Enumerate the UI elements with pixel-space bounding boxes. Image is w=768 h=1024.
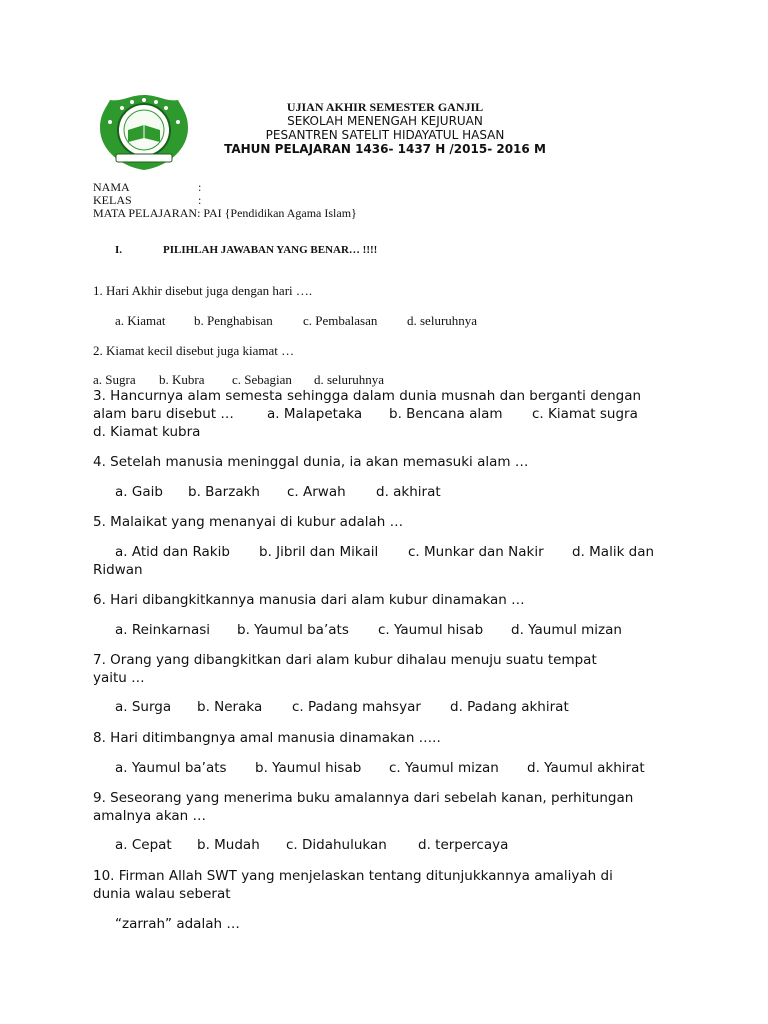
option-a: a. Surga (115, 699, 172, 715)
option-b: b. Penghabisan (194, 313, 273, 328)
school-name: SEKOLAH MENENGAH KEJURUAN (287, 114, 483, 128)
option-d: d. akhirat (376, 484, 441, 500)
school-subname: PESANTREN SATELIT HIDAYATUL HASAN (265, 128, 505, 142)
academic-year: TAHUN PELAJARAN 1436- 1437 H /2015- 2016 M (224, 142, 546, 156)
kelas-colon: : (198, 193, 202, 207)
option-d: d. terpercaya (418, 837, 509, 853)
option-b: b. Yaumul hisab (255, 760, 362, 776)
option-b: b. Mudah (197, 837, 260, 853)
question-5: 5. Malaikat yang menanyai di kubur adalah … (93, 514, 404, 530)
option-c: c. Munkar dan Nakir (408, 544, 544, 560)
option-c: c. Pembalasan (303, 313, 378, 328)
option-b: b. Kubra (159, 372, 205, 387)
option-d: d. Padang akhirat (450, 699, 569, 715)
mapel-label: MATA PELAJARAN (93, 206, 198, 220)
option-d: d. Malik dan (572, 544, 655, 560)
option-d: d. seluruhnya (407, 313, 478, 328)
option-d: d. seluruhnya (314, 372, 385, 387)
option-c: c. Arwah (287, 484, 346, 500)
question-8: 8. Hari ditimbangnya amal manusia dinamakan ….. (93, 730, 441, 746)
option-b: b. Barzakh (188, 484, 260, 500)
kelas-label: KELAS (93, 193, 132, 207)
option-c: c. Didahulukan (286, 837, 387, 853)
option-d: d. Yaumul mizan (511, 622, 622, 638)
option-c: c. Sebagian (232, 372, 292, 387)
section-heading (115, 244, 378, 256)
question-10: 10. Firman Allah SWT yang menjelaskan tentang ditunjukkannya amaliyah di (93, 868, 613, 884)
question-1: 1. Hari Akhir disebut juga dengan hari …. (93, 283, 313, 298)
question-7: 7. Orang yang dibangkitkan dari alam kubur dihalau menuju suatu tempat (93, 652, 597, 668)
school-logo (96, 92, 192, 172)
mapel-row: MATA PELAJARAN: PAI {Pendidikan Agama Islam} (93, 206, 357, 220)
option-a: a. Yaumul ba’ats (115, 760, 227, 776)
option-b: b. Neraka (197, 699, 263, 715)
option-a: a. Gaib (115, 484, 163, 500)
option-c: c. Yaumul hisab (378, 622, 484, 638)
section-numeral: I. (115, 244, 123, 256)
question-10-cont-2: “zarrah” adalah … (115, 916, 240, 932)
question-10-cont: dunia walau seberat (93, 886, 231, 902)
question-3: 3. Hancurnya alam semesta sehingga dalam dunia musnah dan berganti dengan (93, 388, 642, 404)
question-6: 6. Hari dibangkitkannya manusia dari alam kubur dinamakan … (93, 592, 525, 608)
option-d: d. Yaumul akhirat (527, 760, 645, 776)
option-c: c. Kiamat sugra (532, 406, 638, 422)
option-c: c. Yaumul mizan (389, 760, 499, 776)
logo-ribbon (116, 154, 172, 162)
option-a: a. Sugra (93, 372, 136, 387)
question-3-cont: alam baru disebut … (93, 406, 234, 422)
question-7-cont: yaitu … (93, 670, 145, 686)
question-4: 4. Setelah manusia meninggal dunia, ia akan memasuki alam … (93, 454, 529, 470)
option-b: b. Bencana alam (389, 406, 503, 422)
option-b: b. Jibril dan Mikail (259, 544, 379, 560)
exam-header (205, 100, 565, 156)
option-a: a. Cepat (115, 837, 172, 853)
nama-colon: : (198, 180, 202, 194)
option-a: a. Kiamat (115, 313, 166, 328)
question-9: 9. Seseorang yang menerima buku amalannya dari sebelah kanan, perhitungan (93, 790, 634, 806)
option-c: c. Padang mahsyar (292, 699, 421, 715)
exam-title: UJIAN AKHIR SEMESTER GANJIL (286, 100, 484, 114)
option-a: a. Malapetaka (267, 406, 363, 422)
question-9-cont: amalnya akan … (93, 808, 207, 824)
option-a: a. Atid dan Rakib (115, 544, 230, 560)
question-2: 2. Kiamat kecil disebut juga kiamat … (93, 343, 295, 358)
section-title: PILIHLAH JAWABAN YANG BENAR… !!!! (163, 244, 378, 256)
option-d: d. Kiamat kubra (93, 424, 201, 440)
option-b: b. Yaumul ba’ats (237, 622, 349, 638)
mapel-value: PAI {Pendidikan Agama Islam} (203, 206, 357, 220)
nama-label: NAMA (93, 180, 130, 194)
option-a: a. Reinkarnasi (115, 622, 211, 638)
option-d-cont: Ridwan (93, 562, 143, 578)
